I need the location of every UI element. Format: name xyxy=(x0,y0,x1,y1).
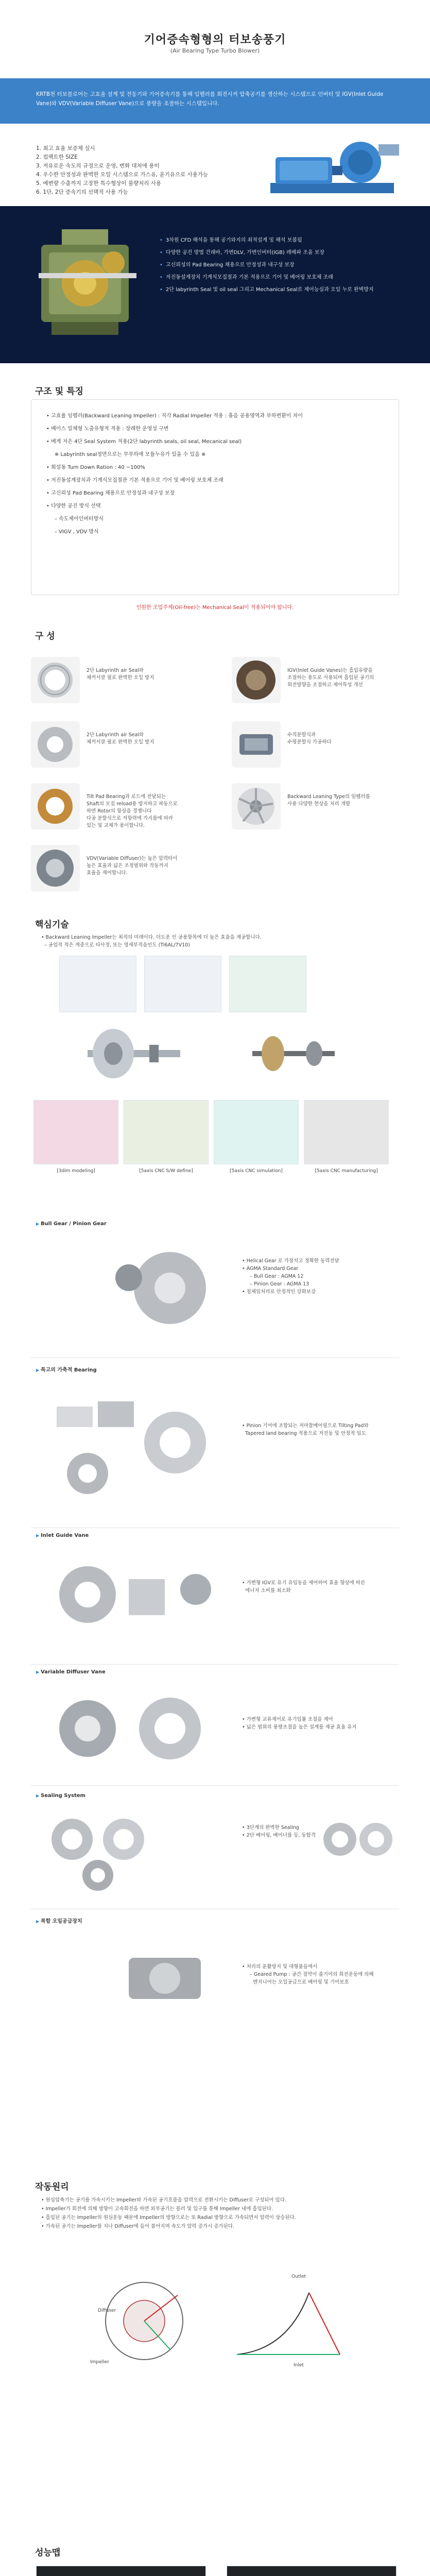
structure-item: ※ Labyrinth seal정면으로는 무부하에 모듈누유가 있을 수 있음 ※ xyxy=(46,452,206,457)
comp-item-tilt-pad-bearing xyxy=(31,783,201,835)
detail-text: • Pinion 기어에 조합되는 저마찰베어링으로 Tilting Pad와 Tapered land bearing 적용으로 저진동 및 안정적 임도 xyxy=(242,1423,369,1436)
blower-machine-image xyxy=(265,134,409,201)
comp-text: Backward Leaning Type의 임펠러를 사용 다양한 현상을 처리 개발 xyxy=(287,794,370,807)
comp-item-split-casing xyxy=(232,721,402,773)
detail-label: ▶ 복합 오일공급장치 xyxy=(36,1917,82,1924)
feature-section xyxy=(0,129,430,206)
tech-item: • 다양한 공진 방법 건래바, 가변DLV, 가변인버터(IGB) 레베파 조을 보장 xyxy=(160,247,374,259)
structure-item: – 속도제어인버터방식 xyxy=(46,516,104,522)
tech-item: • 저진동설계장치 기계식모집절과 기본 적용으로 기어 및 베어링 보호체 조래 xyxy=(160,272,374,284)
seal-image-2 xyxy=(319,1808,397,1896)
performance-section xyxy=(0,2545,430,2576)
detail-text: • 가변형 교류제어로 유기입률 조절을 제어 • 넓은 범위의 풍량조절을 높은 설계를 제공 효율 유지 xyxy=(242,1717,357,1730)
header xyxy=(0,0,430,77)
core-tech-text: • Backward Leaning Impeller는 최적의 미래이다. 더도운 인 공용항목에 더 높은 효율을 제공합니다. – 공업적 적은 게중으로 타사정, 또는 영세부적을인도 (Ti6AL/7V10) xyxy=(41,935,262,948)
principle-heading: 작동원리 xyxy=(35,2182,69,2192)
oil-pump-image xyxy=(108,1937,221,2020)
intro-banner xyxy=(0,78,430,124)
detail-text: • Helical Gear 로 가장치고 정확한 동력전달 • AGMA Standard Gear – Bull Gear : AGMA 12 – Pinion Gear : AGMA 13 • 침체임처리로 안정적인 강화보강 xyxy=(242,1258,339,1295)
velocity-diagram xyxy=(227,2272,355,2370)
comp-text: IGV(Inlet Guide Vanes)는 흡입유량을 조절하는 용도로 사용되며 흡입된 공기의 회전방향을 조절하고 제어특성 개선 xyxy=(287,668,374,688)
structure-item: • 회설동 Turn Down Ration : 40 ~100% xyxy=(46,465,145,470)
page-subtitle: (Air Bearing Type Turbo Blower) xyxy=(170,47,260,54)
bearing-image xyxy=(46,1386,221,1504)
detail-label: ▶ Bull Gear / Pinion Gear xyxy=(36,1221,107,1227)
labyrinth-seal-image xyxy=(31,657,80,703)
detail-label: ▶ Sealing System xyxy=(36,1793,85,1799)
comp-text: 수직분할식과 수평분할식 가공하다 xyxy=(287,732,332,745)
vdv-image xyxy=(31,845,80,891)
comp-item-vdv xyxy=(31,845,201,896)
comp-item-igv xyxy=(232,657,402,708)
comp-text: Tilt Pad Bearing과 로드에 전달되는 Shaft의 모집 reload용 방지하고 파동으로 하면 Rotor의 항상을 경쟁니다 다공 분할식으로 저항력에 가지를에 따라 있는 및 교체가 용이합니다. xyxy=(87,794,178,828)
principle-section xyxy=(0,2179,430,2447)
detail-bearing xyxy=(31,1365,399,1530)
label-diffuser: Diffuser xyxy=(98,2308,116,2313)
page-title: 기어증속형형의 터보송풍기 xyxy=(144,33,286,46)
performance-heading: 성능맵 xyxy=(35,2548,61,2558)
structure-list xyxy=(46,410,303,538)
structure-item: • 고효율 임펠러(Backward Leaning Impeller) : 직각 Radial Impeller 적용 : 흡음 공용영역과 부하변환이 차이 xyxy=(46,413,303,419)
detail-vdv xyxy=(31,1669,399,1788)
label-impeller: Impeller xyxy=(90,2360,109,2365)
structure-item: • 고신뢰성 Pad Bearing 채용으로 안정성과 내구성 보장 xyxy=(46,490,175,496)
tech-banner xyxy=(0,206,430,363)
detail-igv xyxy=(31,1533,399,1667)
tech-banner-list xyxy=(160,234,374,296)
core-tech-section xyxy=(0,917,430,1226)
performance-map-1 xyxy=(36,2566,206,2576)
impeller-cnc-manufacturing xyxy=(304,1100,389,1164)
comp-text: 2단 Labyrinth air Seal와 체커서클 필로 완벽한 오일 방지 xyxy=(87,668,154,681)
rotor-assembly-image xyxy=(242,1020,345,1087)
caption-cnc-define: [5axis CNC S/W define] xyxy=(139,1168,193,1174)
detail-label: ▶ 특고의 가축적 Bearing xyxy=(36,1365,97,1373)
structure-section xyxy=(0,381,430,623)
tech-item: • 고신뢰성의 Pad Bearing 채용으로 안정성과 내구성 보장 xyxy=(160,259,374,272)
detail-text: • 처리의 윤활방지 및 대형품들에서 – Geared Pump : 공간 절약이 줄기어의 회전운동에 의해 엔지니어는 오일공급으로 베어링 및 기어보호 xyxy=(242,1964,374,1985)
structure-heading: 구조 및 특징 xyxy=(35,386,83,397)
detail-text: • 가변형 IGV로 유기 유입동을 제어하여 효율 향상에 따른 에너지 소비를 최소화 xyxy=(242,1580,366,1594)
oil-free-note: 인원한 조업주제(Oil-free)는 Mechanical Seal이 적용되어야 합니다. xyxy=(136,605,294,611)
comp-item-air-seal xyxy=(31,721,201,773)
comp-text: 2단 Labyrinth air Seal와 체커서클 필로 완벽한 오일 방지 xyxy=(87,732,154,745)
composition-heading: 구 성 xyxy=(35,631,55,641)
caption-cnc-simulation: [5axis CNC simulation] xyxy=(230,1168,283,1174)
structure-item: • 베게 저은 4단 Seal System 적용(2단 labyrinth seals, oil seal, Mecanical seal) xyxy=(46,439,242,445)
detail-label: ▶ Inlet Guide Vane xyxy=(36,1533,89,1538)
impeller-shaft-image xyxy=(77,1020,191,1087)
impeller-cnc-simulation xyxy=(214,1100,299,1164)
tilt-pad-bearing-image xyxy=(31,783,80,829)
detail-text: • 3단계의 완벽한 Sealing • 2단 베어링, 베어너를 등, 동합격 xyxy=(242,1825,316,1838)
impeller-cnc-define xyxy=(124,1100,209,1164)
cfd-screenshot xyxy=(229,956,306,1012)
cad-screenshot-1 xyxy=(59,956,136,1012)
feature-list xyxy=(36,144,208,197)
principle-text: • 원심압축기는 공기를 가속시키는 Impeller와 가속된 공기흐름을 압력으로 전환시키는 Diffuser로 구성되어 있다. • Impeller가 회전에 의해 방향이 고속회전을 하면 외부공기는 블러 및 입구를 통해 Impeller 내에 흡입된다. • 흡입된 공기는 Impeller의 원심운동 때문에 Impeller의 방향으로는 또 Radial 방향으로 가속되면서 압력이 상승된다. • 가속된 공기는 Impeller를 지나 Diffuser에 들어 불어지며 속도가 압력 증가시 증가된다. xyxy=(41,2197,296,2229)
intro-text: KRTB천 터보블로어는 고효율 설계 및 전동기와 기어증속기를 통해 임펠러를 회전시켜 압축공기를 생산하는 시스템으로 인버터 및 IGV(Inlet Guide Vane)와 VDV(Variable Diffuser Vane)으로 풍량을 조절하는 시스템입니다. xyxy=(36,91,384,107)
feature-item: 5. 예변량 수출까지 고장한 특수형상이 불량처리 사용 xyxy=(36,180,162,187)
feature-item: 1. 최고 효율 보증제 실시 xyxy=(36,145,95,151)
composition-section xyxy=(0,629,430,917)
detail-sealing xyxy=(31,1793,399,1911)
cutaway-gearbox-image xyxy=(31,214,144,353)
feature-item: 4. 우수한 안정성과 완벽한 오일 시스템으로 가스유, 윤기유으로 사용가능 xyxy=(36,172,209,178)
impeller-3d-model xyxy=(33,1100,118,1164)
cad-screenshot-2 xyxy=(144,956,221,1012)
tech-item: • 3차원 CFD 해석을 통해 공기와지의 최적설계 및 해석 보볼됨 xyxy=(160,234,374,247)
feature-item: 2. 컴팩트한 SIZE xyxy=(36,154,78,160)
igv-detail-image xyxy=(46,1548,221,1651)
core-tech-heading: 핵심기술 xyxy=(35,920,69,930)
tech-item: • 2단 labyrinth Seal 및 oil seal 그리고 Mechanical Seal로 제어능실과 오일 누로 완벽방지 xyxy=(160,284,374,296)
structure-item: • 다양한 공진 방식 선택 xyxy=(46,503,101,509)
air-seal-image xyxy=(31,721,80,768)
structure-item: – VIGV , VDV 방식 xyxy=(46,529,99,535)
split-casing-image xyxy=(232,721,281,768)
divider xyxy=(31,1785,399,1786)
label-outlet: Outlet xyxy=(291,2274,306,2279)
structure-item: • 저진동설계장치과 기계식모집절관 기본 적용으로 기어 및 베어링 보호체 조래 xyxy=(46,478,223,483)
detail-gear xyxy=(31,1221,399,1360)
igv-image xyxy=(232,657,281,703)
feature-item: 3. 저유로운 속도의 규정으로 운영, 변화 대처에 용이 xyxy=(36,163,160,169)
detail-oil-supply xyxy=(31,1917,399,2035)
comp-item-impeller xyxy=(232,783,402,835)
structure-item: • 베이스 일체형 노출유형적 적용 : 장례한 운영성 구변 xyxy=(46,426,169,432)
seal-image xyxy=(41,1808,227,1896)
divider xyxy=(31,1664,399,1665)
comp-text: VDV(Variable Diffuser)는 높은 압력타이 높은 효율과 넓은 조정범위와 작동까지 효율을 제어합니다. xyxy=(87,856,178,876)
vdv-detail-image xyxy=(51,1690,221,1772)
gear-image xyxy=(108,1242,221,1334)
label-inlet: Inlet xyxy=(294,2363,304,2368)
caption-3d-modeling: [3dim modeling] xyxy=(57,1168,95,1174)
compressor-diagram xyxy=(88,2272,201,2370)
caption-cnc-manufacturing: [5axis CNC manufacturing] xyxy=(315,1168,378,1174)
feature-item: 6. 1단, 2단 증속기의 선택적 사용 가능 xyxy=(36,189,128,195)
comp-item-labyrinth-seal xyxy=(31,657,201,708)
impeller-image xyxy=(232,783,281,829)
detail-label: ▶ Variable Diffuser Vane xyxy=(36,1669,106,1675)
performance-map-2 xyxy=(227,2566,397,2576)
